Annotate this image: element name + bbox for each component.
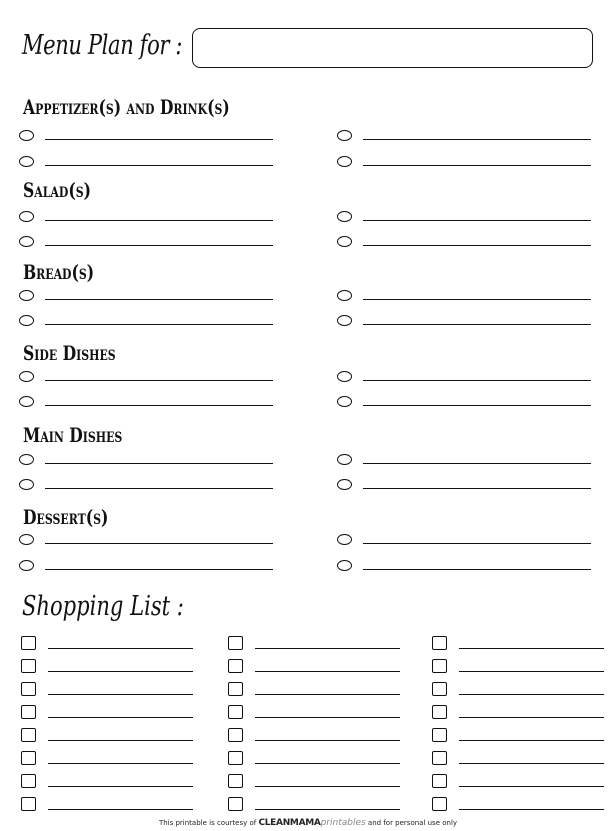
radio-circle-icon[interactable]	[337, 454, 352, 465]
write-line	[48, 786, 193, 787]
section-heading-appetizers-drinks: Appetizer(s) and Drink(s)	[23, 95, 230, 119]
write-line	[459, 694, 604, 695]
checkbox-icon[interactable]	[228, 659, 243, 673]
radio-circle-icon[interactable]	[337, 534, 352, 545]
write-line	[363, 380, 591, 381]
checkbox-icon[interactable]	[228, 751, 243, 765]
checkbox-icon[interactable]	[432, 797, 447, 811]
section-heading-desserts: Dessert(s)	[23, 505, 109, 529]
write-line	[45, 543, 273, 544]
checkbox-icon[interactable]	[432, 636, 447, 650]
radio-circle-icon[interactable]	[19, 560, 34, 571]
write-line	[255, 671, 400, 672]
checkbox-icon[interactable]	[21, 636, 36, 650]
checkbox-icon[interactable]	[228, 797, 243, 811]
checkbox-icon[interactable]	[228, 728, 243, 742]
radio-circle-icon[interactable]	[337, 290, 352, 301]
write-line	[48, 717, 193, 718]
write-line	[48, 671, 193, 672]
radio-circle-icon[interactable]	[19, 236, 34, 247]
write-line	[45, 569, 273, 570]
menu-plan-name-field[interactable]	[192, 28, 593, 68]
radio-circle-icon[interactable]	[19, 130, 34, 141]
write-line	[459, 740, 604, 741]
section-heading-main-dishes: Main Dishes	[23, 423, 123, 447]
radio-circle-icon[interactable]	[19, 534, 34, 545]
write-line	[45, 380, 273, 381]
checkbox-icon[interactable]	[21, 659, 36, 673]
write-line	[363, 299, 591, 300]
write-line	[48, 648, 193, 649]
write-line	[45, 488, 273, 489]
section-heading-breads: Bread(s)	[23, 260, 95, 284]
checkbox-icon[interactable]	[228, 705, 243, 719]
radio-circle-icon[interactable]	[19, 454, 34, 465]
write-line	[255, 786, 400, 787]
write-line	[459, 648, 604, 649]
radio-circle-icon[interactable]	[337, 371, 352, 382]
write-line	[48, 694, 193, 695]
write-line	[45, 245, 273, 246]
checkbox-icon[interactable]	[432, 705, 447, 719]
write-line	[363, 488, 591, 489]
checkbox-icon[interactable]	[21, 751, 36, 765]
footer-suffix: and for personal use only	[367, 819, 458, 827]
footer-prefix: This printable is courtesy of	[158, 819, 257, 827]
radio-circle-icon[interactable]	[337, 479, 352, 490]
write-line	[459, 717, 604, 718]
write-line	[363, 220, 591, 221]
menu-plan-title: Menu Plan for :	[22, 30, 183, 61]
write-line	[363, 569, 591, 570]
radio-circle-icon[interactable]	[337, 315, 352, 326]
radio-circle-icon[interactable]	[337, 211, 352, 222]
radio-circle-icon[interactable]	[19, 371, 34, 382]
write-line	[45, 405, 273, 406]
write-line	[45, 139, 273, 140]
radio-circle-icon[interactable]	[19, 396, 34, 407]
write-line	[363, 463, 591, 464]
write-line	[255, 717, 400, 718]
write-line	[255, 740, 400, 741]
write-line	[48, 763, 193, 764]
checkbox-icon[interactable]	[21, 774, 36, 788]
write-line	[48, 740, 193, 741]
checkbox-icon[interactable]	[228, 774, 243, 788]
radio-circle-icon[interactable]	[337, 396, 352, 407]
checkbox-icon[interactable]	[21, 705, 36, 719]
radio-circle-icon[interactable]	[19, 315, 34, 326]
write-line	[363, 245, 591, 246]
section-heading-side-dishes: Side Dishes	[23, 341, 116, 365]
write-line	[459, 763, 604, 764]
write-line	[363, 139, 591, 140]
checkbox-icon[interactable]	[432, 751, 447, 765]
checkbox-icon[interactable]	[21, 797, 36, 811]
write-line	[459, 786, 604, 787]
radio-circle-icon[interactable]	[19, 211, 34, 222]
write-line	[255, 763, 400, 764]
write-line	[45, 165, 273, 166]
write-line	[255, 694, 400, 695]
footer-brand-main: CLEANMAMA	[258, 818, 321, 828]
write-line	[48, 809, 193, 810]
write-line	[45, 299, 273, 300]
shopping-list-title: Shopping List :	[22, 591, 184, 622]
checkbox-icon[interactable]	[21, 682, 36, 696]
write-line	[45, 463, 273, 464]
footer-credit	[0, 818, 616, 828]
checkbox-icon[interactable]	[228, 682, 243, 696]
radio-circle-icon[interactable]	[19, 290, 34, 301]
radio-circle-icon[interactable]	[337, 560, 352, 571]
radio-circle-icon[interactable]	[19, 156, 34, 167]
write-line	[255, 809, 400, 810]
checkbox-icon[interactable]	[432, 728, 447, 742]
checkbox-icon[interactable]	[432, 659, 447, 673]
checkbox-icon[interactable]	[432, 774, 447, 788]
write-line	[363, 324, 591, 325]
write-line	[45, 324, 273, 325]
write-line	[363, 543, 591, 544]
write-line	[459, 671, 604, 672]
checkbox-icon[interactable]	[432, 682, 447, 696]
radio-circle-icon[interactable]	[337, 236, 352, 247]
write-line	[459, 809, 604, 810]
write-line	[363, 165, 591, 166]
radio-circle-icon[interactable]	[337, 156, 352, 167]
radio-circle-icon[interactable]	[337, 130, 352, 141]
write-line	[45, 220, 273, 221]
write-line	[363, 405, 591, 406]
radio-circle-icon[interactable]	[19, 479, 34, 490]
footer-brand-sub: printables	[320, 818, 366, 828]
write-line	[255, 648, 400, 649]
checkbox-icon[interactable]	[228, 636, 243, 650]
checkbox-icon[interactable]	[21, 728, 36, 742]
section-heading-salads: Salad(s)	[23, 178, 92, 202]
